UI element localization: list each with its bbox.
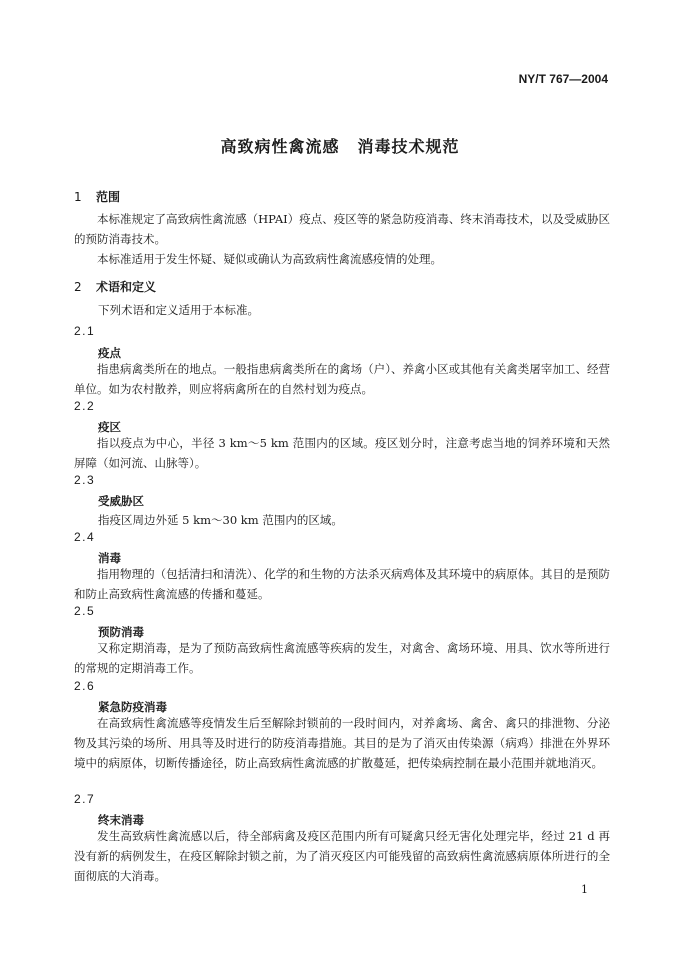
section-1-paragraph-1: 本标准规定了高致病性禽流感（HPAI）疫点、疫区等的紧急防疫消毒、终末消毒技术，以及受威胁区的预防消毒技术。: [74, 212, 610, 246]
section-2-intro: 下列术语和定义适用于本标准。: [98, 303, 259, 317]
clause-2-2-number: 2.2: [74, 399, 96, 413]
section-1-number: 1: [74, 190, 82, 204]
clause-2-2-definition: 指以疫点为中心，半径 3 km～5 km 范围内的区域。疫区划分时，注意考虑当地的饲养环境和天然屏障（如河流、山脉等）。: [74, 436, 610, 470]
clause-2-5-number: 2.5: [74, 604, 96, 618]
clause-2-4-term: 消毒: [98, 551, 121, 565]
clause-2-7-term: 终末消毒: [98, 813, 144, 827]
clause-2-6-term: 紧急防疫消毒: [98, 700, 167, 714]
clause-2-5-definition: 又称定期消毒，是为了预防高致病性禽流感等疾病的发生，对禽舍、禽场环境、用具、饮水等所进行的常规的定期消毒工作。: [74, 641, 610, 675]
title-part2: 消毒技术规范: [357, 137, 460, 156]
clause-2-4-definition: 指用物理的（包括清扫和清洗）、化学的和生物的方法杀灭病鸡体及其环境中的病原体。其目的是预防和防止高致病性禽流感的传播和蔓延。: [74, 567, 610, 601]
clause-2-6-number: 2.6: [74, 679, 96, 693]
section-1-paragraph-2: 本标准适用于发生怀疑、疑似或确认为高致病性禽流感疫情的处理。: [97, 252, 442, 266]
clause-2-5-term: 预防消毒: [98, 625, 144, 639]
clause-2-3-definition: 指疫区周边外延 5 km～30 km 范围内的区域。: [98, 513, 343, 527]
clause-2-4-number: 2.4: [74, 530, 96, 544]
section-2-heading: [74, 278, 156, 295]
page-number: 1: [581, 883, 588, 896]
section-2-title: 术语和定义: [96, 280, 157, 294]
section-1-title: 范围: [96, 190, 121, 204]
clause-2-1-term: 疫点: [98, 346, 121, 360]
clause-2-2-term: 疫区: [98, 420, 121, 434]
clause-2-1-number: 2.1: [74, 324, 96, 338]
document-title: [0, 134, 680, 157]
clause-2-3-term: 受威胁区: [98, 494, 144, 508]
section-1-heading: [74, 188, 120, 205]
clause-2-1-definition: 指患病禽类所在的地点。一般指患病禽类所在的禽场（户）、养禽小区或其他有关禽类屠宰加工、经营单位。如为农村散养，则应将病禽所在的自然村划为疫点。: [74, 362, 610, 396]
clause-2-7-number: 2.7: [74, 792, 96, 806]
clause-2-6-definition: 在高致病性禽流感等疫情发生后至解除封锁前的一段时间内，对养禽场、禽舍、禽只的排泄物、分泌物及其污染的场所、用具等及时进行的防疫消毒措施。其目的是为了消灭由传染源（病鸡）排泄在外界环境中的病原体，切断传播途径，防止高致病性禽流感的扩散蔓延，把传染病控制在最小范围并就地消灭。: [74, 716, 610, 770]
standard-number: NY/T 767—2004: [518, 72, 608, 86]
section-2-number: 2: [74, 280, 82, 294]
clause-2-3-number: 2.3: [74, 473, 96, 487]
title-part1: 高致病性禽流感: [220, 137, 340, 156]
clause-2-7-definition: 发生高致病性禽流感以后，待全部病禽及疫区范围内所有可疑禽只经无害化处理完毕，经过 21 d 再没有新的病例发生，在疫区解除封锁之前，为了消灭疫区内可能残留的高致病性禽流感病原体所进行的全面彻底的大消毒。: [74, 829, 610, 883]
